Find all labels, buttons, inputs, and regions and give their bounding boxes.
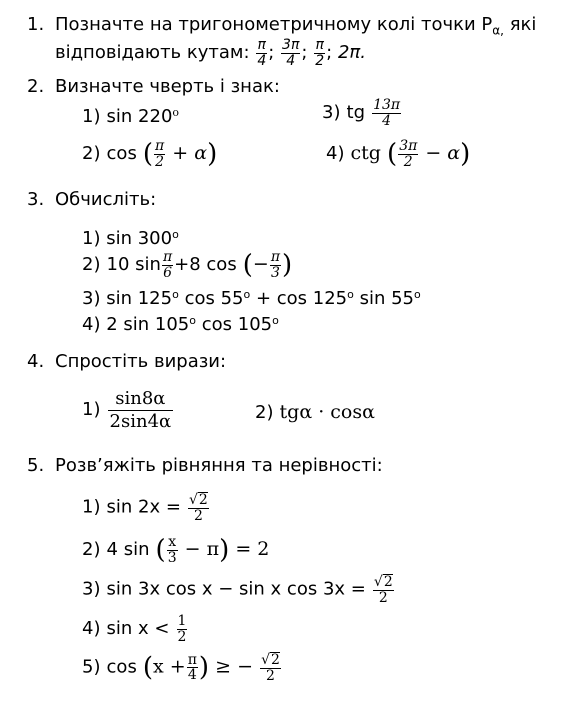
problem-4-text: Спростіть вирази:: [55, 351, 227, 372]
problem-3-item-4: 4) 2 sin 105$^o$ cos 105$^o$: [82, 314, 279, 335]
problem-2-item-2: 2) cos ( $\frac{\pi}{2}$ + α): [82, 138, 218, 170]
problem-2-item-3: 3) tg $\frac{13\pi}{4}$: [322, 97, 401, 129]
problem-4-number: 4.: [27, 351, 45, 372]
problem-2-text: Визначте чверть і знак:: [55, 76, 280, 97]
problem-2-number: 2.: [27, 76, 45, 97]
problem-3-item-1: 1) sin 300$^o$: [82, 228, 179, 249]
problem-5-item-2: 2) 4 sin ( $\frac{x}{3}$ − π) = 2: [82, 534, 270, 566]
problem-1-text: Позначте на тригонометричному колі точки $P_{\alpha,}$ які: [55, 14, 537, 38]
problem-2-item-1: 1) sin 220$^o$: [82, 106, 180, 127]
problem-5-text: Розв’яжіть рівняння та нерівності:: [55, 455, 383, 476]
problem-1-number: 1.: [27, 14, 45, 35]
problem-3-item-2: 2) 10 sin $\frac{\pi}{6}$ +8 cos (− $\frac{\pi}{3}$ ): [82, 249, 293, 281]
problem-4-item-1: 1) $\frac{\sin 8\alpha}{2\sin 4\alpha}$: [82, 388, 172, 432]
problem-5-number: 5.: [27, 455, 45, 476]
problem-5-item-5: 5) cos (x + $\frac{\pi}{4}$ ) ≥ − √ $\frac{2}{2}$: [82, 652, 282, 683]
problem-5-item-1: 1) sin 2x = √ $\frac{2}{2}$: [82, 492, 210, 523]
problem-4-item-2: 2) tgα · cosα: [255, 401, 375, 423]
problem-1-angles: відповідають кутам: $\frac{\pi}{4}$ ; $\frac{3\pi}{4}$ ; $\frac{\pi}{2}$ ; 2π.: [55, 37, 366, 69]
problem-3-item-3: 3) sin 125$^o$ cos 55$^o$ + cos 125$^o$ sin 55$^o$: [82, 288, 421, 309]
problem-5-item-3: 3) sin 3x cos x − sin x cos 3x = √ $\frac{2}{2}$: [82, 574, 395, 605]
problem-3-number: 3.: [27, 189, 45, 210]
problem-5-item-4: 4) sin x < $\frac{1}{2}$: [82, 613, 187, 645]
problem-2-item-4: 4) ctg ( $\frac{3\pi}{2}$ − α): [326, 138, 471, 170]
problem-3-text: Обчисліть:: [55, 189, 157, 210]
